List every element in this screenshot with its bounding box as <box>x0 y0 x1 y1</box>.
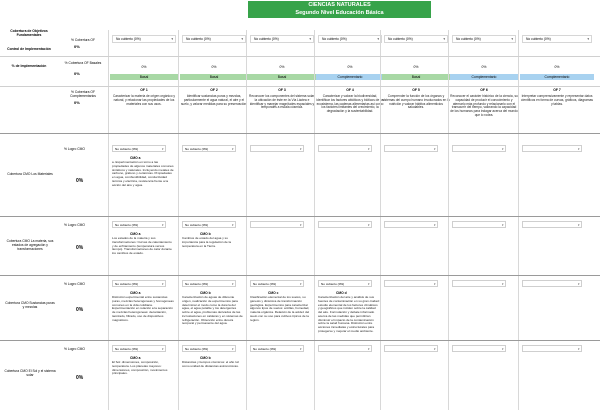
cmo-status-select[interactable] <box>384 145 438 152</box>
cmo-status-select[interactable] <box>384 280 438 287</box>
cmo-status-value: No cubierto (0%) <box>185 347 209 351</box>
cmo-status-select[interactable] <box>384 221 438 228</box>
unit-pct-label: % Logro CMO <box>64 347 85 351</box>
of-type-badge: Complementario <box>450 74 518 80</box>
of-title: OF 4 <box>346 88 354 92</box>
chevron-down-icon: ▾ <box>231 282 234 286</box>
of-status-select[interactable] <box>318 35 382 43</box>
chevron-down-icon: ▾ <box>501 347 504 351</box>
chevron-down-icon: ▾ <box>161 347 164 351</box>
cmo-heading: CMO a <box>130 232 141 236</box>
cmo-status-select[interactable] <box>318 145 372 152</box>
column-divider <box>314 30 315 410</box>
chevron-down-icon: ▾ <box>367 282 370 286</box>
of-title: OF 5 <box>412 88 420 92</box>
chevron-down-icon: ▾ <box>171 37 173 41</box>
sheet-title: CIENCIAS NATURALES <box>308 2 371 8</box>
unit-pct-value: 0% <box>76 178 84 184</box>
cmo-status-select[interactable] <box>318 280 372 287</box>
cmo-heading: CMO a <box>130 291 141 295</box>
cmo-description: Caracterización del aire y análisis de sus fuentes de contaminación en su gran ciudad: estudio elemental de los factores climáticos y geográficos que inciden sobre la calidad del aire. Formulación y debate informado acerca de las medidas que permitirían disminuir el impacto de la contaminación sobre la salud humana. Distinción entre acciones inmediatas y estructurales para protegerse y mejorar el medio ambiente. <box>318 295 380 333</box>
chevron-down-icon: ▾ <box>577 147 580 151</box>
cmo-status-value: No cubierto (0%) <box>185 282 209 286</box>
of-implementation-value: 0% <box>141 65 147 69</box>
of-status-value: No cubierto (0%) <box>186 37 211 41</box>
cmo-status-select[interactable] <box>318 345 372 352</box>
chevron-down-icon: ▾ <box>577 347 580 351</box>
cmo-status-value: No cubierto (0%) <box>115 223 139 227</box>
cmo-status-select[interactable] <box>250 221 304 228</box>
chevron-down-icon: ▾ <box>587 37 589 41</box>
cmo-description: El Sol: dimensiones, composición, temperatura. Los planetas mayores: dimensiones, composición, movimientos principales. <box>112 360 168 376</box>
cmo-status-value: No cubierto (0%) <box>185 147 209 151</box>
chevron-down-icon: ▾ <box>443 37 445 41</box>
unit-pct-label: % Logro CMO <box>64 282 85 286</box>
cmo-status-value: No cubierto (0%) <box>115 282 139 286</box>
of-status-value: No cubierto (0%) <box>254 37 279 41</box>
cmo-heading: CMO b <box>200 232 211 236</box>
of-status-value: No cubierto (0%) <box>456 37 481 41</box>
of-status-select[interactable] <box>452 35 516 43</box>
column-divider <box>448 30 449 410</box>
of-type-badge: Basal <box>382 74 450 80</box>
of-description: Identificar sustancias puras y mezclas, particularmente el agua natural, el aire y el suelo, y valorar medidas para su preservación. <box>180 94 248 106</box>
of-description: Caracterizar y valorar la biodiversidad, identificar los factores abióticos y bióticos de un ecosistema, las cadenas alimentarias así como los factores limitantes del crecimiento, la degradación y la sustentabilidad. <box>316 94 384 114</box>
chevron-down-icon: ▾ <box>433 147 436 151</box>
of-status-value: No cubierto (0%) <box>322 37 347 41</box>
cmo-status-select[interactable] <box>112 221 166 228</box>
chevron-down-icon: ▾ <box>161 147 164 151</box>
of-type-badge: Basal <box>110 74 178 80</box>
of-implementation-value: 0% <box>413 65 419 69</box>
cmo-status-select[interactable] <box>182 345 236 352</box>
pct-coverage-of-value: 0% <box>74 44 80 49</box>
cmo-status-select[interactable] <box>182 280 236 287</box>
section-divider <box>0 133 600 134</box>
unit-pct-value: 0% <box>76 307 84 313</box>
chevron-down-icon: ▾ <box>367 147 370 151</box>
row-divider <box>0 86 600 87</box>
column-divider <box>108 30 109 410</box>
chevron-down-icon: ▾ <box>309 37 311 41</box>
chevron-down-icon: ▾ <box>299 347 302 351</box>
cmo-heading: CMO b <box>200 291 211 295</box>
of-type-badge: Complementario <box>316 74 384 80</box>
chevron-down-icon: ▾ <box>577 282 580 286</box>
of-implementation-value: 0% <box>554 65 560 69</box>
of-title: OF 7 <box>553 88 561 92</box>
of-title: OF 3 <box>278 88 286 92</box>
cmo-status-select[interactable] <box>112 280 166 287</box>
cmo-description: Distinción experimental entre sustancias puras, mezclas heterogéneas y homogéneas comunes en la vida cotidiana. Experimentación en relación a la separación de mezclas heterogéneas: decantación, tamizado, filtrado, uso de dispositivos magnéticos. <box>112 295 174 322</box>
cmo-status-select[interactable] <box>112 345 166 352</box>
cmo-status-value: No cubierto (0%) <box>185 223 209 227</box>
of-implementation-value: 0% <box>279 65 285 69</box>
sheet-subtitle: Segundo Nivel Educación Básica <box>295 9 384 16</box>
of-status-value: No cubierto (0%) <box>388 37 413 41</box>
chevron-down-icon: ▾ <box>433 347 436 351</box>
section-divider <box>0 216 600 217</box>
unit-pct-value: 0% <box>76 245 84 251</box>
cmo-status-select[interactable] <box>250 345 304 352</box>
cmo-description: Clasificación elemental de los suelos, su génesis y dinámica de transformación geológica. Experimentos para caracterizar algunos tipos de suelos: arcillas, humedad, materia orgánica. Relación de la acidez del suelo con su uso para cultivos típicos de la región. <box>250 295 310 322</box>
of-type-badge: Basal <box>180 74 248 80</box>
of-type-badge: Complementario <box>520 74 594 80</box>
cmo-status-value: No cubierto (0%) <box>253 347 277 351</box>
of-description: Reconocer el carácter histórico de la ciencia, su capacidad de producir el conocimiento y aternarlo más profundo y relacionarlo con el transcurrir del tiempo, valorando la capacidad de los humanos para indagar acerca del mundo que lo rodea. <box>450 94 518 117</box>
unit-label: Cobertura CMO La materia, sus estados de agregación y transformaciones <box>6 239 54 251</box>
cmo-heading: CMO c <box>268 291 279 295</box>
chevron-down-icon: ▾ <box>231 347 234 351</box>
section-divider <box>0 340 600 341</box>
coverage-of-label: Cobertura de Objetivos Fundamentales <box>10 29 48 38</box>
cmo-status-select[interactable] <box>452 145 506 152</box>
of-description: Interpretar comprensivamente y representar datos científicos en forma de curvas, gráficos, diagramas y tablas. <box>521 94 593 106</box>
pct-coverage-basal-value: 0% <box>74 71 80 76</box>
cmo-heading: CMO a <box>130 356 141 360</box>
cmo-status-value: No cubierto (0%) <box>115 147 139 151</box>
cmo-status-select[interactable] <box>384 345 438 352</box>
column-divider <box>380 30 381 410</box>
unit-pct-label: % Logro CMO <box>64 223 85 227</box>
cmo-heading: CMO a <box>130 156 141 160</box>
cmo-status-value: No cubierto (0%) <box>115 347 139 351</box>
cmo-description: a. Experimentación en torno a las propiedades de algunos materiales comunes sintéticos y naturales. Incluyendo metales de carbono, grafeno y cerámicas. Propiedades en agua, combustibilidad, conductividad térmica y eléctrica, resistencia frente a la acción del aire y agua. <box>112 160 174 187</box>
chevron-down-icon: ▾ <box>577 223 580 227</box>
chevron-down-icon: ▾ <box>161 282 164 286</box>
of-status-select[interactable] <box>112 35 176 43</box>
cmo-status-select[interactable] <box>452 345 506 352</box>
implementation-pct-label: % de Implementación <box>11 64 47 68</box>
of-description: Reconocer los componentes del sistema solar, la ubicación de éste en la Vía Láctea e identificar y manejar magnitudes espaciales y temporales a escala cósmica. <box>249 94 315 110</box>
cmo-status-select[interactable] <box>318 221 372 228</box>
of-status-select[interactable] <box>384 35 448 43</box>
cmo-status-select[interactable] <box>522 280 582 287</box>
of-status-value: No cubierto (0%) <box>526 37 551 41</box>
chevron-down-icon: ▾ <box>299 282 302 286</box>
chevron-down-icon: ▾ <box>501 223 504 227</box>
of-description: Caracterizar la materia de origen orgánico y natural, y relacionar las propiedades de los materiales con sus usos. <box>112 94 175 106</box>
chevron-down-icon: ▾ <box>161 223 164 227</box>
cmo-heading: CMO d <box>336 291 347 295</box>
sheet-title-bar <box>248 1 431 18</box>
column-divider <box>246 30 247 410</box>
chevron-down-icon: ▾ <box>367 223 370 227</box>
chevron-down-icon: ▾ <box>367 347 370 351</box>
cmo-status-select[interactable] <box>522 345 582 352</box>
cmo-status-select[interactable] <box>182 221 236 228</box>
cmo-status-value: No cubierto (0%) <box>253 282 277 286</box>
chevron-down-icon: ▾ <box>231 147 234 151</box>
chevron-down-icon: ▾ <box>433 282 436 286</box>
pct-coverage-basal-label: % Cobertura OF Basales <box>64 61 102 65</box>
cmo-status-select[interactable] <box>452 221 506 228</box>
chevron-down-icon: ▾ <box>241 37 243 41</box>
chevron-down-icon: ▾ <box>377 37 379 41</box>
cmo-status-select[interactable] <box>112 145 166 152</box>
cmo-description: Caracterización de aguas de diferente origen, realización de experimentos para determinar el modo como la dureza del agua, el agua potable y los detergentes sobre el agua, problemas derivados de las incrustaciones en calderas y en sistemas de refrigeración. Obtención entre dureza temporal y permanente del agua. <box>182 295 243 326</box>
cmo-description: Distancias y tiempos cósmicos: el año luz como unidad de distancias astronómicas. <box>182 360 240 368</box>
cmo-heading: CMO b <box>200 356 211 360</box>
of-implementation-value: 0% <box>211 65 217 69</box>
of-status-select[interactable] <box>522 35 592 43</box>
cmo-status-select[interactable] <box>250 280 304 287</box>
pct-coverage-comp-label: % Cobertura OF Complementarios <box>70 90 96 98</box>
of-status-select[interactable] <box>250 35 314 43</box>
cmo-status-select[interactable] <box>182 145 236 152</box>
cmo-description: Los estados de la materia y sus transformaciones: Curvas de calentamiento y de enfriamiento (temperatura versus tiempo). Transformaciones de calor durante los cambios de estado. <box>112 236 172 255</box>
section-divider <box>0 275 600 276</box>
unit-label: Cobertura CMO El Sol y el sistema solar <box>4 369 56 377</box>
chevron-down-icon: ▾ <box>511 37 513 41</box>
of-implementation-value: 0% <box>481 65 487 69</box>
row-divider <box>0 56 600 57</box>
of-status-select[interactable] <box>182 35 246 43</box>
unit-label: Cobertura CMO Sustancias puras y mezclas <box>5 301 55 309</box>
chevron-down-icon: ▾ <box>299 223 302 227</box>
column-divider <box>518 30 519 410</box>
chevron-down-icon: ▾ <box>501 147 504 151</box>
cmo-status-select[interactable] <box>250 145 304 152</box>
cmo-status-select[interactable] <box>522 221 582 228</box>
of-type-badge: Basal <box>248 74 316 80</box>
chevron-down-icon: ▾ <box>231 223 234 227</box>
of-description: Comprender la función de los órganos y sistemas del cuerpo humano involucrados en la nutrición y valorar hábitos alimenticios saludables. <box>382 94 450 110</box>
column-divider <box>178 30 179 410</box>
unit-pct-value: 0% <box>76 375 84 381</box>
implementation-control-label: Control de Implementación <box>7 47 51 51</box>
chevron-down-icon: ▾ <box>433 223 436 227</box>
of-status-value: No cubierto (0%) <box>116 37 141 41</box>
cmo-status-select[interactable] <box>522 145 582 152</box>
unit-label: Cobertura CMO Los Materiales <box>7 172 53 176</box>
cmo-status-value: No cubierto (0%) <box>321 282 345 286</box>
cmo-status-select[interactable] <box>452 280 506 287</box>
of-title: OF 1 <box>140 88 148 92</box>
of-implementation-value: 0% <box>347 65 353 69</box>
chevron-down-icon: ▾ <box>299 147 302 151</box>
unit-pct-label: % Logro CMO <box>64 147 85 151</box>
chevron-down-icon: ▾ <box>501 282 504 286</box>
pct-coverage-of-label: % Cobertura OF <box>70 38 95 42</box>
of-title: OF 2 <box>210 88 218 92</box>
pct-coverage-comp-value: 0% <box>74 100 80 105</box>
of-title: OF 6 <box>480 88 488 92</box>
cmo-description: Cambios de estado del agua y su importancia para la regulación de la temperatura en la Tierra. <box>182 236 232 248</box>
